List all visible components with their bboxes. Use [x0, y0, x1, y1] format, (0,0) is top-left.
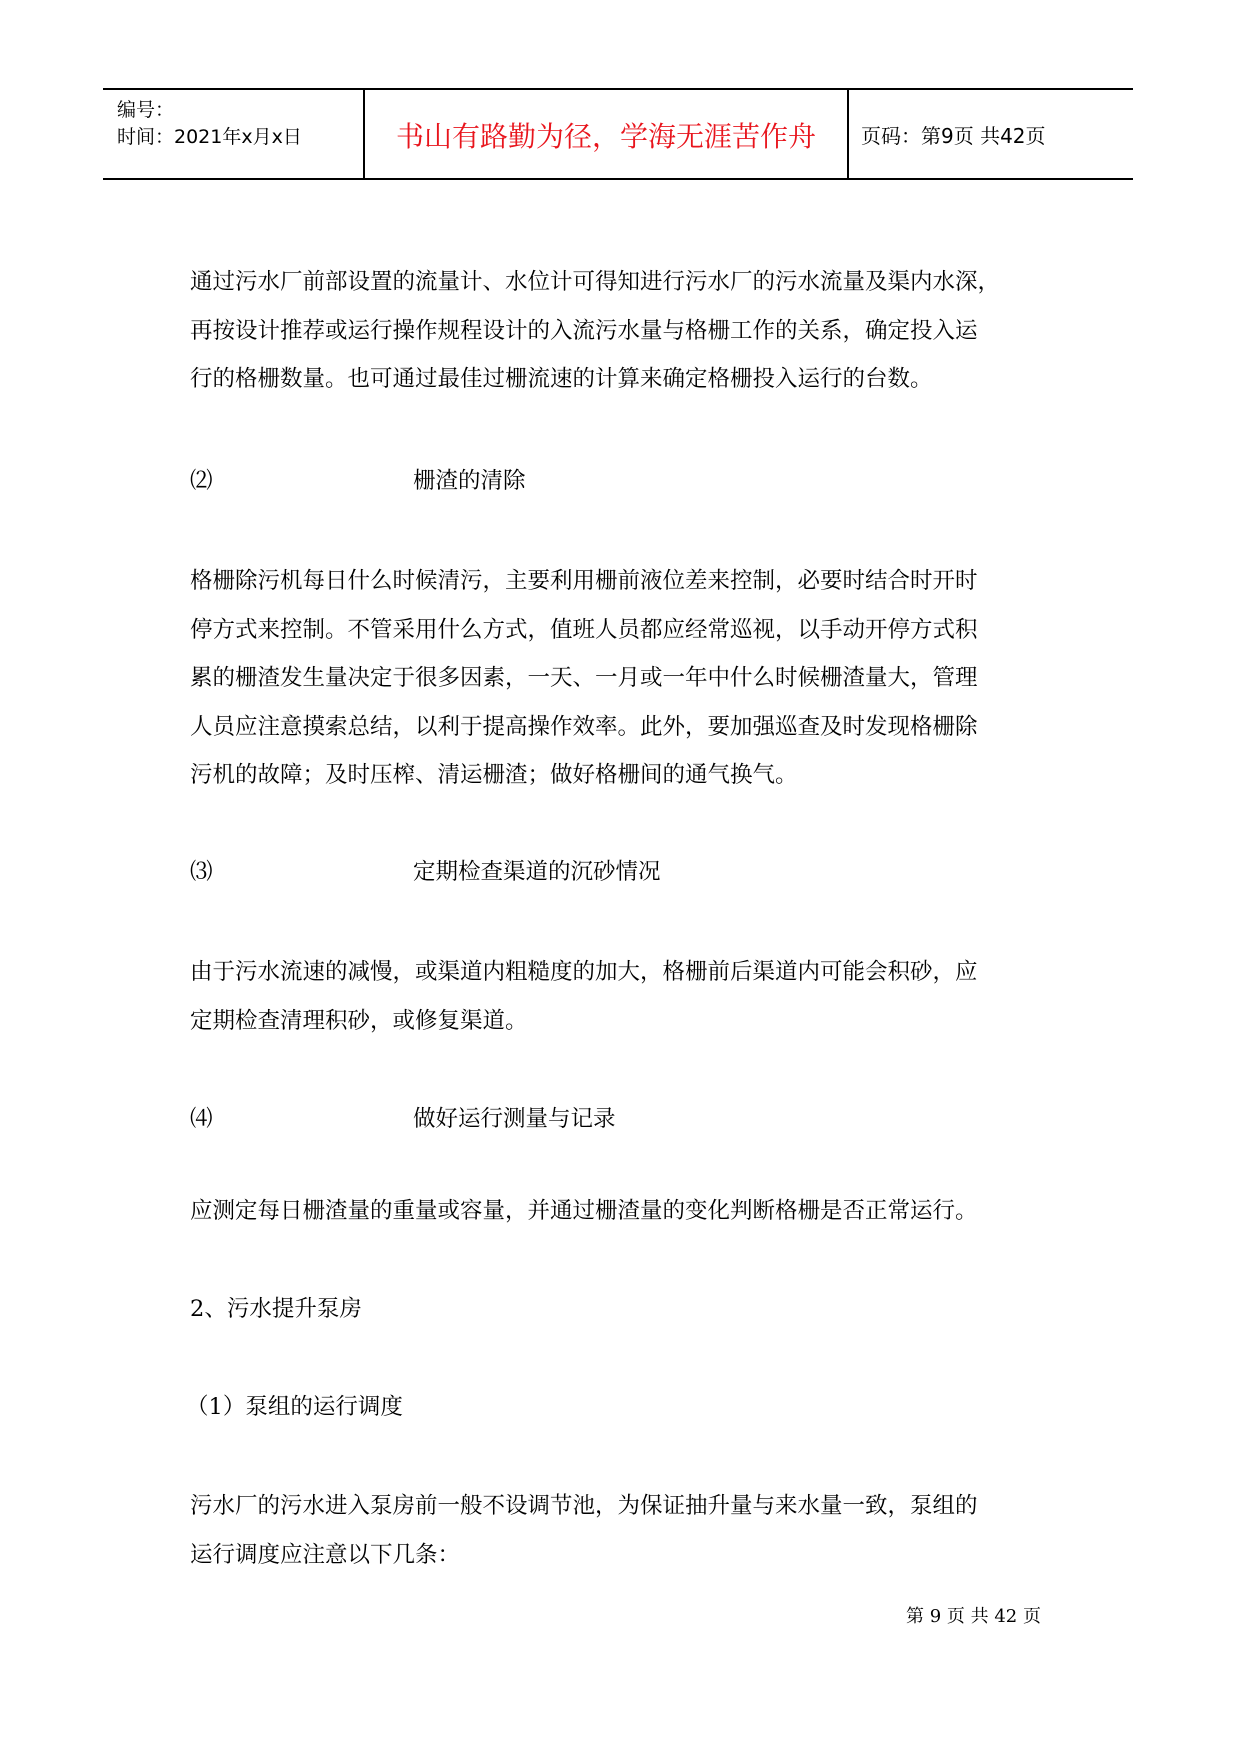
paragraph-4: 应测定每日栅渣量的重量或容量，并通过栅渣量的变化判断格栅是否正常运行。 [190, 1198, 978, 1224]
text-line: 再按设计推荐或运行操作规程设计的入流污水量与格栅工作的关系，确定投入运 [190, 317, 978, 344]
paragraph-1 [190, 258, 1070, 404]
motto-text: 书山有路勤为径，学海无涯苦作舟 [395, 120, 816, 153]
text-line: 行的格栅数量。也可通过最佳过栅流速的计算来确定格栅投入运行的台数。 [190, 366, 933, 392]
page-code: 页码：第9页 共42页 [861, 124, 1046, 148]
item-title-2: 栅渣的清除 [413, 468, 526, 494]
paragraph-3 [190, 948, 1070, 1045]
time-text: 时间：2021年x月x日 [117, 126, 302, 148]
item-number-2: ⑵ [190, 468, 213, 494]
text-line: 人员应注意摸索总结，以利于提高操作效率。此外，要加强巡查及时发现格栅除 [190, 713, 978, 740]
page-footer-number: 第 9 页 共 42 页 [906, 1606, 1041, 1627]
header-page-cell [849, 90, 1133, 178]
text-line: 通过污水厂前部设置的流量计、水位计可得知进行污水厂的污水流量及渠内水深， [190, 269, 1001, 295]
paragraph-2 [190, 557, 1070, 800]
section-heading-2: 2、污水提升泵房 [190, 1296, 362, 1322]
text-line: 污水厂的污水进入泵房前一般不设调节池，为保证抽升量与来水量一致，泵组的 [190, 1493, 978, 1519]
subsection-heading-1: （1）泵组的运行调度 [186, 1394, 403, 1420]
page-header [103, 88, 1133, 180]
item-number-3: ⑶ [190, 859, 213, 885]
text-line: 停方式来控制。不管采用什么方式，值班人员都应经常巡视，以手动开停方式积 [190, 616, 978, 643]
text-line: 定期检查清理积砂，或修复渠道。 [190, 1007, 528, 1034]
paragraph-5 [190, 1482, 1070, 1579]
header-motto-cell [365, 90, 849, 178]
text-line: 污机的故障；及时压榨、清运栅渣；做好格栅间的通气换气。 [190, 762, 798, 788]
item-number-4: ⑷ [190, 1106, 213, 1132]
item-title-4: 做好运行测量与记录 [413, 1106, 616, 1132]
text-line: 由于污水流速的减慢，或渠道内粗糙度的加大，格栅前后渠道内可能会积砂，应 [190, 959, 978, 985]
text-line: 累的栅渣发生量决定于很多因素，一天、一月或一年中什么时候栅渣量大，管理 [190, 665, 978, 691]
header-info-cell [103, 90, 365, 178]
item-title-3: 定期检查渠道的沉砂情况 [413, 859, 661, 885]
serial-label: 编号： [117, 99, 175, 121]
text-line: 格栅除污机每日什么时候清污，主要利用栅前液位差来控制，必要时结合时开时 [190, 568, 978, 594]
text-line: 运行调度应注意以下几条： [190, 1541, 461, 1568]
